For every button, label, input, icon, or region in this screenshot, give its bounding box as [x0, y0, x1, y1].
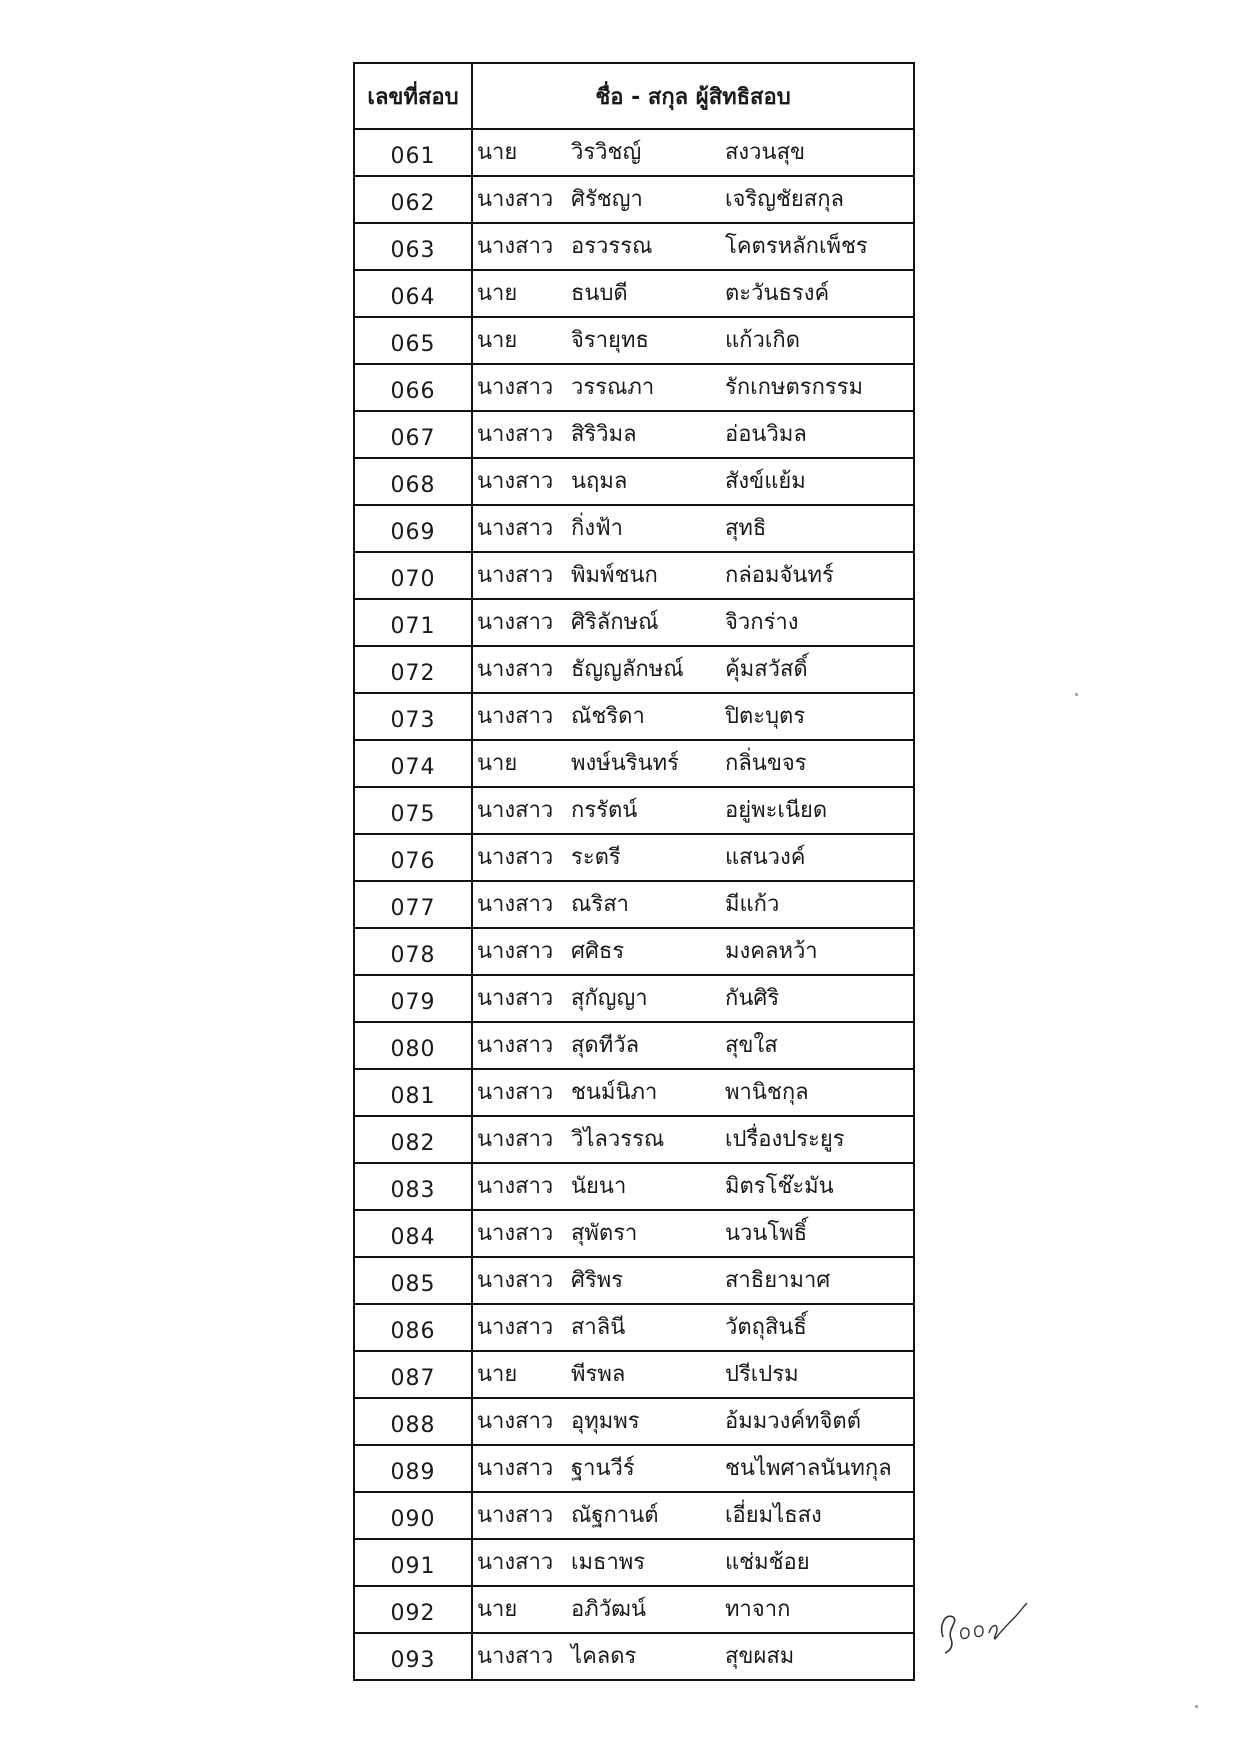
- candidate-name-cell: [472, 740, 914, 787]
- last-name: แสนวงค์: [725, 845, 806, 870]
- last-name: สุขใส: [725, 1033, 778, 1058]
- table-row: [354, 1539, 914, 1586]
- table-row: [354, 176, 914, 223]
- exam-number: 090: [354, 1492, 472, 1539]
- exam-number: 081: [354, 1069, 472, 1116]
- first-name: อรวรรณ: [571, 234, 653, 259]
- name-title: นางสาว: [477, 1174, 554, 1199]
- candidate-name: [473, 1168, 913, 1203]
- table-row: [354, 1633, 914, 1680]
- first-name: วรรณภา: [571, 375, 655, 400]
- name-title: นาย: [477, 140, 518, 165]
- exam-number: 069: [354, 505, 472, 552]
- candidate-name-cell: [472, 599, 914, 646]
- candidate-name-cell: [472, 1163, 914, 1210]
- last-name: แช่มช้อย: [725, 1550, 810, 1575]
- name-title: นางสาว: [477, 1409, 554, 1434]
- candidate-name-cell: [472, 1210, 914, 1257]
- table-row: [354, 223, 914, 270]
- candidate-name: [473, 1121, 913, 1156]
- name-title: นางสาว: [477, 1268, 554, 1293]
- last-name: จิวกร่าง: [725, 610, 799, 635]
- candidate-name: [473, 1450, 913, 1485]
- exam-number: 062: [354, 176, 472, 223]
- candidate-name: [473, 1262, 913, 1297]
- candidate-name: [473, 1215, 913, 1250]
- exam-number: 063: [354, 223, 472, 270]
- table-row: [354, 505, 914, 552]
- first-name: ณริสา: [571, 892, 630, 917]
- last-name: มิตรโช๊ะมัน: [725, 1174, 834, 1199]
- candidate-name-cell: [472, 552, 914, 599]
- exam-number: 087: [354, 1351, 472, 1398]
- candidate-name: [473, 134, 913, 169]
- candidate-name-cell: [472, 1351, 914, 1398]
- candidate-name-cell: [472, 975, 914, 1022]
- candidate-name-cell: [472, 1022, 914, 1069]
- exam-number: 067: [354, 411, 472, 458]
- first-name: ศิริพร: [571, 1268, 624, 1293]
- last-name: อ่อนวิมล: [725, 422, 807, 447]
- last-name: อ้มมวงค์ทจิตต์: [725, 1409, 861, 1434]
- exam-number: 072: [354, 646, 472, 693]
- first-name: วิไลวรรณ: [571, 1127, 665, 1152]
- last-name: ปิตะบุตร: [725, 704, 806, 729]
- last-name: สาธิยามาศ: [725, 1268, 831, 1293]
- candidate-name: [473, 839, 913, 874]
- name-title: นางสาว: [477, 422, 554, 447]
- first-name: พงษ์นรินทร์: [571, 751, 679, 776]
- candidate-name-cell: [472, 270, 914, 317]
- table-row: [354, 599, 914, 646]
- header-exam-number: เลขที่สอบ: [354, 63, 472, 129]
- table-row: [354, 270, 914, 317]
- name-title: นางสาว: [477, 1221, 554, 1246]
- last-name: กล่อมจันทร์: [725, 563, 834, 588]
- table-row: [354, 834, 914, 881]
- header-full-name: ชื่อ - สกุล ผู้สิทธิสอบ: [472, 63, 914, 129]
- candidate-name-cell: [472, 881, 914, 928]
- last-name: แก้วเกิด: [725, 328, 800, 353]
- last-name: อยู่พะเนียด: [725, 798, 828, 823]
- exam-number: 089: [354, 1445, 472, 1492]
- exam-number: 085: [354, 1257, 472, 1304]
- candidate-name: [473, 510, 913, 545]
- exam-number: 075: [354, 787, 472, 834]
- table-row: [354, 411, 914, 458]
- name-title: นาย: [477, 1362, 518, 1387]
- last-name: สุทธิ: [725, 516, 767, 541]
- name-title: นางสาว: [477, 798, 554, 823]
- name-title: นางสาว: [477, 187, 554, 212]
- name-title: นางสาว: [477, 234, 554, 259]
- name-title: นางสาว: [477, 1503, 554, 1528]
- last-name: พานิชกุล: [725, 1080, 809, 1105]
- candidate-name: [473, 1309, 913, 1344]
- exam-number: 078: [354, 928, 472, 975]
- candidate-name-cell: [472, 364, 914, 411]
- first-name: เมธาพร: [571, 1550, 646, 1575]
- candidate-name-cell: [472, 646, 914, 693]
- first-name: อภิวัฒน์: [571, 1597, 646, 1622]
- exam-number: 083: [354, 1163, 472, 1210]
- exam-number: 073: [354, 693, 472, 740]
- table-row: [354, 1116, 914, 1163]
- first-name: ชนม์นิภา: [571, 1080, 658, 1105]
- table-row: [354, 317, 914, 364]
- scan-speck: [1075, 693, 1078, 696]
- last-name: โคตรหลักเพ็ชร: [725, 234, 868, 259]
- name-title: นางสาว: [477, 375, 554, 400]
- last-name: รักเกษตรกรรม: [725, 375, 864, 400]
- first-name: ศิรัชญา: [571, 187, 643, 212]
- last-name: วัตถุสินธิ์: [725, 1315, 807, 1340]
- candidate-name: [473, 604, 913, 639]
- exam-number: 071: [354, 599, 472, 646]
- last-name: ทาจาก: [725, 1597, 791, 1622]
- table-row: [354, 928, 914, 975]
- candidate-name: [473, 933, 913, 968]
- candidate-name: [473, 651, 913, 686]
- candidate-name-cell: [472, 1445, 914, 1492]
- name-title: นางสาว: [477, 1644, 554, 1669]
- first-name: สุกัญญา: [571, 986, 648, 1011]
- candidate-name-cell: [472, 1257, 914, 1304]
- candidate-name: [473, 322, 913, 357]
- name-title: นางสาว: [477, 1127, 554, 1152]
- candidate-name: [473, 228, 913, 263]
- candidate-name: [473, 980, 913, 1015]
- exam-number: 064: [354, 270, 472, 317]
- exam-number: 076: [354, 834, 472, 881]
- first-name: นฤมล: [571, 469, 628, 494]
- first-name: สุพัตรา: [571, 1221, 638, 1246]
- table-row: [354, 1445, 914, 1492]
- table-row: [354, 646, 914, 693]
- first-name: ณัชริดา: [571, 704, 645, 729]
- exam-number: 068: [354, 458, 472, 505]
- last-name: เปรื่องประยูร: [725, 1127, 845, 1152]
- exam-number: 070: [354, 552, 472, 599]
- candidate-name-cell: [472, 176, 914, 223]
- candidate-name: [473, 886, 913, 921]
- table-row: [354, 364, 914, 411]
- last-name: ชนไพศาลนันทกุล: [725, 1456, 892, 1481]
- candidate-name-cell: [472, 411, 914, 458]
- table-header: [354, 63, 914, 129]
- table-row: [354, 787, 914, 834]
- candidate-name: [473, 1497, 913, 1532]
- first-name: จิรายุทธ: [571, 328, 649, 353]
- table-row: [354, 1257, 914, 1304]
- name-title: นาย: [477, 328, 518, 353]
- candidate-name-cell: [472, 834, 914, 881]
- last-name: ปรีเปรม: [725, 1362, 799, 1387]
- last-name: สังข์แย้ม: [725, 469, 806, 494]
- candidate-name: [473, 1074, 913, 1109]
- table-row: [354, 1069, 914, 1116]
- first-name: ศิริลักษณ์: [571, 610, 659, 635]
- name-title: นางสาว: [477, 657, 554, 682]
- first-name: ธัญญลักษณ์: [571, 657, 684, 682]
- candidate-name-cell: [472, 1492, 914, 1539]
- name-title: นางสาว: [477, 845, 554, 870]
- first-name: อุทุมพร: [571, 1409, 640, 1434]
- first-name: สุดทีวัล: [571, 1033, 640, 1058]
- scan-speck: [1195, 1705, 1198, 1708]
- last-name: สุขผสม: [725, 1644, 795, 1669]
- name-title: นางสาว: [477, 1315, 554, 1340]
- first-name: พีรพล: [571, 1362, 626, 1387]
- first-name: ไคลดร: [571, 1644, 637, 1669]
- exam-number: 074: [354, 740, 472, 787]
- name-title: นาย: [477, 751, 518, 776]
- candidate-name: [473, 1356, 913, 1391]
- first-name: ระตรี: [571, 845, 621, 870]
- first-name: นัยนา: [571, 1174, 627, 1199]
- table-body: [354, 129, 914, 1680]
- handwritten-signature: [935, 1595, 1035, 1655]
- name-title: นางสาว: [477, 610, 554, 635]
- candidate-name: [473, 416, 913, 451]
- first-name: สิริวิมล: [571, 422, 637, 447]
- candidate-name-cell: [472, 928, 914, 975]
- candidate-name-cell: [472, 1398, 914, 1445]
- first-name: ฐานวีร์: [571, 1456, 635, 1481]
- table-row: [354, 693, 914, 740]
- exam-number: 091: [354, 1539, 472, 1586]
- candidate-name-cell: [472, 223, 914, 270]
- table-row: [354, 129, 914, 176]
- last-name: สงวนสุข: [725, 140, 806, 165]
- last-name: มีแก้ว: [725, 892, 780, 917]
- table-row: [354, 975, 914, 1022]
- candidate-name: [473, 557, 913, 592]
- first-name: พิมพ์ชนก: [571, 563, 658, 588]
- table-row: [354, 1163, 914, 1210]
- candidate-name-cell: [472, 1586, 914, 1633]
- name-title: นางสาว: [477, 1033, 554, 1058]
- candidate-name: [473, 369, 913, 404]
- name-title: นางสาว: [477, 516, 554, 541]
- name-title: นางสาว: [477, 563, 554, 588]
- exam-number: 065: [354, 317, 472, 364]
- table-row: [354, 1586, 914, 1633]
- last-name: กลิ่นขจร: [725, 751, 807, 776]
- candidate-name: [473, 181, 913, 216]
- candidate-name-cell: [472, 129, 914, 176]
- last-name: คุ้มสวัสดิ์: [725, 657, 808, 682]
- name-title: นาย: [477, 1597, 518, 1622]
- table-row: [354, 1492, 914, 1539]
- first-name: ศศิธร: [571, 939, 625, 964]
- candidate-name-cell: [472, 1633, 914, 1680]
- name-title: นาย: [477, 281, 518, 306]
- exam-number: 093: [354, 1633, 472, 1680]
- name-title: นางสาว: [477, 939, 554, 964]
- table-row: [354, 1351, 914, 1398]
- first-name: ณัฐกานต์: [571, 1503, 659, 1528]
- candidate-name: [473, 1027, 913, 1062]
- table-row: [354, 881, 914, 928]
- first-name: วิรวิชญ์: [571, 140, 642, 165]
- exam-roster-table: [353, 62, 915, 1681]
- name-title: นางสาว: [477, 986, 554, 1011]
- last-name: เจริญชัยสกุล: [725, 187, 845, 212]
- name-title: นางสาว: [477, 892, 554, 917]
- exam-number: 086: [354, 1304, 472, 1351]
- candidate-name: [473, 745, 913, 780]
- first-name: สาลินี: [571, 1315, 626, 1340]
- candidate-name: [473, 1544, 913, 1579]
- table-row: [354, 1210, 914, 1257]
- table-row: [354, 1022, 914, 1069]
- last-name: นวนโพธิ์: [725, 1221, 808, 1246]
- candidate-name: [473, 275, 913, 310]
- table-row: [354, 1398, 914, 1445]
- exam-number: 079: [354, 975, 472, 1022]
- candidate-name-cell: [472, 1304, 914, 1351]
- candidate-name: [473, 1403, 913, 1438]
- exam-number: 092: [354, 1586, 472, 1633]
- first-name: กิ่งฟ้า: [571, 516, 623, 541]
- exam-number: 080: [354, 1022, 472, 1069]
- last-name: ตะวันธรงค์: [725, 281, 830, 306]
- name-title: นางสาว: [477, 704, 554, 729]
- table-row: [354, 552, 914, 599]
- candidate-name: [473, 792, 913, 827]
- candidate-name-cell: [472, 787, 914, 834]
- table-row: [354, 740, 914, 787]
- table-row: [354, 1304, 914, 1351]
- candidate-name-cell: [472, 1539, 914, 1586]
- candidate-name: [473, 698, 913, 733]
- exam-number: 077: [354, 881, 472, 928]
- candidate-name-cell: [472, 505, 914, 552]
- exam-number: 082: [354, 1116, 472, 1163]
- name-title: นางสาว: [477, 1456, 554, 1481]
- candidate-name: [473, 1591, 913, 1626]
- exam-number: 061: [354, 129, 472, 176]
- exam-number: 088: [354, 1398, 472, 1445]
- exam-number: 084: [354, 1210, 472, 1257]
- candidate-name-cell: [472, 1116, 914, 1163]
- name-title: นางสาว: [477, 469, 554, 494]
- candidate-name-cell: [472, 693, 914, 740]
- candidate-name-cell: [472, 1069, 914, 1116]
- candidate-name: [473, 1638, 913, 1673]
- name-title: นางสาว: [477, 1080, 554, 1105]
- exam-number: 066: [354, 364, 472, 411]
- name-title: นางสาว: [477, 1550, 554, 1575]
- last-name: กันศิริ: [725, 986, 780, 1011]
- last-name: มงคลหว้า: [725, 939, 818, 964]
- candidate-name-cell: [472, 458, 914, 505]
- last-name: เอี่ยมไธสง: [725, 1503, 822, 1528]
- first-name: ธนบดี: [571, 281, 628, 306]
- first-name: กรรัตน์: [571, 798, 638, 823]
- table-row: [354, 458, 914, 505]
- candidate-name-cell: [472, 317, 914, 364]
- candidate-name: [473, 463, 913, 498]
